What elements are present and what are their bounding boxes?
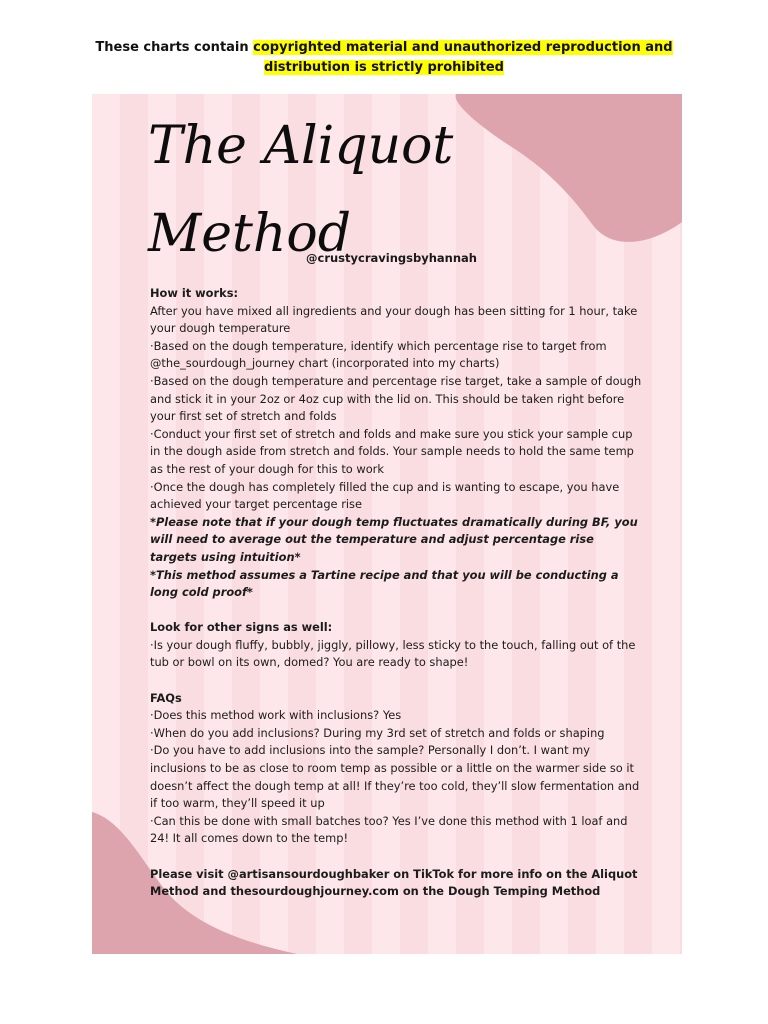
tartine-note: *This method assumes a Tartine recipe and that you will be conducting a long cold proof*: [150, 567, 619, 600]
author-handle: @crustycravingsbyhannah: [306, 251, 477, 265]
signs-text: ·Is your dough fluffy, bubbly, jiggly, pillowy, less sticky to the touch, falling out of the tub or bowl on its own, domed? You are ready to shape!: [150, 637, 636, 670]
faq-item: ·Can this be done with small batches too? Yes I’ve done this method with 1 loaf and 24! It all comes down to the temp!: [150, 813, 628, 846]
notice-highlight-line1: copyrighted material and unauthorized reproduction and: [253, 40, 673, 55]
copyright-notice: [0, 38, 768, 78]
how-it-works-item: ·Based on the dough temperature, identify which percentage rise to target from @the_sourdough_journey chart (incorporated into my charts): [150, 338, 607, 371]
footer-credits: Please visit @artisansourdoughbaker on TikTok for more info on the Aliquot Method and thesourdoughjourney.com on the Dough Temping Method: [150, 866, 638, 899]
temperature-note: *Please note that if your dough temp fluctuates dramatically during BF, you will need to average out the temperature and adjust percentage rise targets using intuition*: [150, 514, 638, 564]
faqs-heading: FAQs: [150, 690, 182, 705]
spacer: [150, 672, 644, 690]
notice-highlight-line2: distribution is strictly prohibited: [264, 60, 504, 75]
faq-item: ·When do you add inclusions? During my 3rd set of stretch and folds or shaping: [150, 725, 605, 740]
spacer: [150, 848, 644, 866]
top-right-blob: [456, 94, 682, 242]
notice-prefix: These charts contain: [95, 40, 254, 55]
how-it-works-item: ·Conduct your first set of stretch and folds and make sure you stick your sample cup in the dough aside from stretch and folds. Your sample needs to hold the same temp as the rest of your dough for this to work: [150, 426, 634, 476]
card-content: [150, 285, 644, 901]
how-it-works-item: ·Once the dough has completely filled the cup and is wanting to escape, you have achieved your target percentage rise: [150, 479, 620, 512]
title-line-2: Method: [148, 204, 351, 264]
how-it-works-item: ·Based on the dough temperature and percentage rise target, take a sample of dough and stick it in your 2oz or 4oz cup with the lid on. This should be taken right before your first set of stretch and folds: [150, 373, 642, 424]
title-line-1: The Aliquot: [148, 116, 454, 176]
spacer: [150, 602, 644, 620]
recipe-card: [92, 94, 682, 954]
faq-item: ·Does this method work with inclusions? Yes: [150, 708, 402, 723]
faq-item: ·Do you have to add inclusions into the sample? Personally I don’t. I want my inclusions to be as close to room temp as possible or a little on the warmer side so it doesn’t affect the dough temp at all! If they’re too cold, they’ll slow fermentation and if too warm, they’ll speed it up: [150, 743, 640, 811]
how-it-works-item: After you have mixed all ingredients and your dough has been sitting for 1 hour, take your dough temperature: [150, 303, 638, 336]
how-it-works-heading: How it works:: [150, 286, 239, 300]
signs-heading: Look for other signs as well:: [150, 620, 333, 635]
